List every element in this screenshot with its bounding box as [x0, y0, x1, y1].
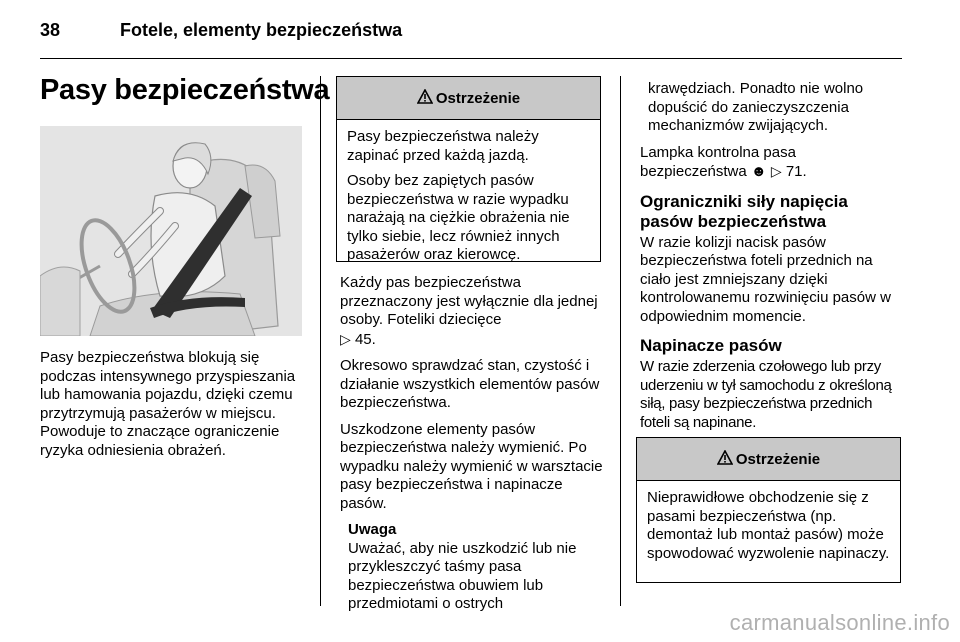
lamp-text: Lampka kontrolna pasa bezpieczeństwa — [640, 143, 796, 180]
column-divider-2 — [620, 76, 621, 606]
column-2-text — [340, 274, 610, 614]
column-1-text — [40, 349, 310, 468]
note-title: Uwaga — [348, 521, 397, 538]
seatbelt-drawing — [40, 126, 302, 336]
watermark: carmanualsonline.info — [729, 610, 950, 635]
seatbelt-person-icon: ☻ — [750, 163, 767, 180]
lamp-page-reference[interactable]: 71. — [785, 163, 807, 180]
paragraph-one-person — [340, 274, 610, 349]
page-reference[interactable]: 45. — [354, 330, 376, 348]
page-ref-icon: ▷ — [340, 330, 351, 347]
warning-title: Ostrzeżenie — [735, 450, 821, 468]
header-rule — [40, 58, 902, 59]
page-number: 38 — [40, 20, 61, 40]
warning-triangle-icon — [417, 89, 433, 108]
note-text: Uważać, aby nie uszkodzić lub nie przykleszczyć taśmy pasa bezpieczeństwa obuwiem lub przedmiotami o ostrych — [348, 539, 577, 612]
intro-paragraph: Pasy bezpieczeństwa blokują się podczas intensywnego przyspieszania lub hamowania pojazdu, dzięki czemu przytrzymują pasażerów w miejscu. Powoduje to znaczące ograniczenie ryzyka odniesienia obrażeń. — [40, 349, 296, 459]
warning-header — [337, 77, 600, 120]
note-block — [340, 521, 610, 614]
paragraph-replace: Uszkodzone elementy pasów bezpieczeństwa należy wymienić. Po wypadku należy wymienić w warsztacie pasy bezpieczeństwa i napinacze pasów. — [340, 420, 603, 512]
warning-box-1 — [336, 76, 601, 262]
seatbelt-illustration — [40, 126, 302, 336]
pretensioners-text: W razie zderzenia czołowego lub przy uderzeniu w tył samochodu z określoną siłą, pasy bezpieczeństwa przednich foteli są napinane. — [640, 358, 892, 431]
heading-pretensioners: Napinacze pasów — [640, 336, 782, 355]
warning-header — [637, 438, 900, 481]
warning-text: Nieprawidłowe obchodzenie się z pasami bezpieczeństwa (np. demontaż lub montaż pasów) może spowodować wyzwolenie napinaczy. — [647, 489, 890, 562]
paragraph-text: Każdy pas bezpieczeństwa przeznaczony jest wyłącznie dla jednej osoby. Foteliki dziecięce — [340, 274, 598, 328]
chapter-title: Fotele, elementy bezpieczeństwa — [120, 20, 403, 40]
column-3-text — [640, 80, 902, 440]
heading-load-limiters: Ograniczniki siły napięcia pasów bezpieczeństwa — [640, 191, 848, 231]
warning-text-1: Pasy bezpieczeństwa należy zapinać przed każdą jazdą. — [347, 128, 539, 164]
warning-triangle-icon — [717, 450, 733, 469]
paragraph-check: Okresowo sprawdzać stan, czystość i działanie wszystkich elementów pasów bezpieczeństwa. — [340, 357, 600, 411]
column-divider-1 — [320, 76, 321, 606]
load-limiters-text: W razie kolizji nacisk pasów bezpieczeństwa foteli przednich na ciało jest zmniejszany dzięki kontrolowanemu rozwinięciu pasów w odpowiednim momencie. — [640, 233, 891, 325]
warning-title: Ostrzeżenie — [435, 89, 521, 107]
warning-text-2: Osoby bez zapiętych pasów bezpieczeństwa w razie wypadku narażają na ciężkie obrażenia nie tylko siebie, lecz również innych pasażerów oraz kierowcę. — [347, 172, 570, 263]
warning-box-2 — [636, 437, 901, 583]
section-title: Pasy bezpieczeństwa — [40, 74, 330, 106]
page-ref-icon: ▷ — [770, 163, 782, 179]
note-continuation: krawędziach. Ponadto nie wolno dopuścić do zanieczyszczenia mechanizmów zwijających. — [648, 80, 864, 134]
lamp-paragraph — [640, 144, 902, 182]
